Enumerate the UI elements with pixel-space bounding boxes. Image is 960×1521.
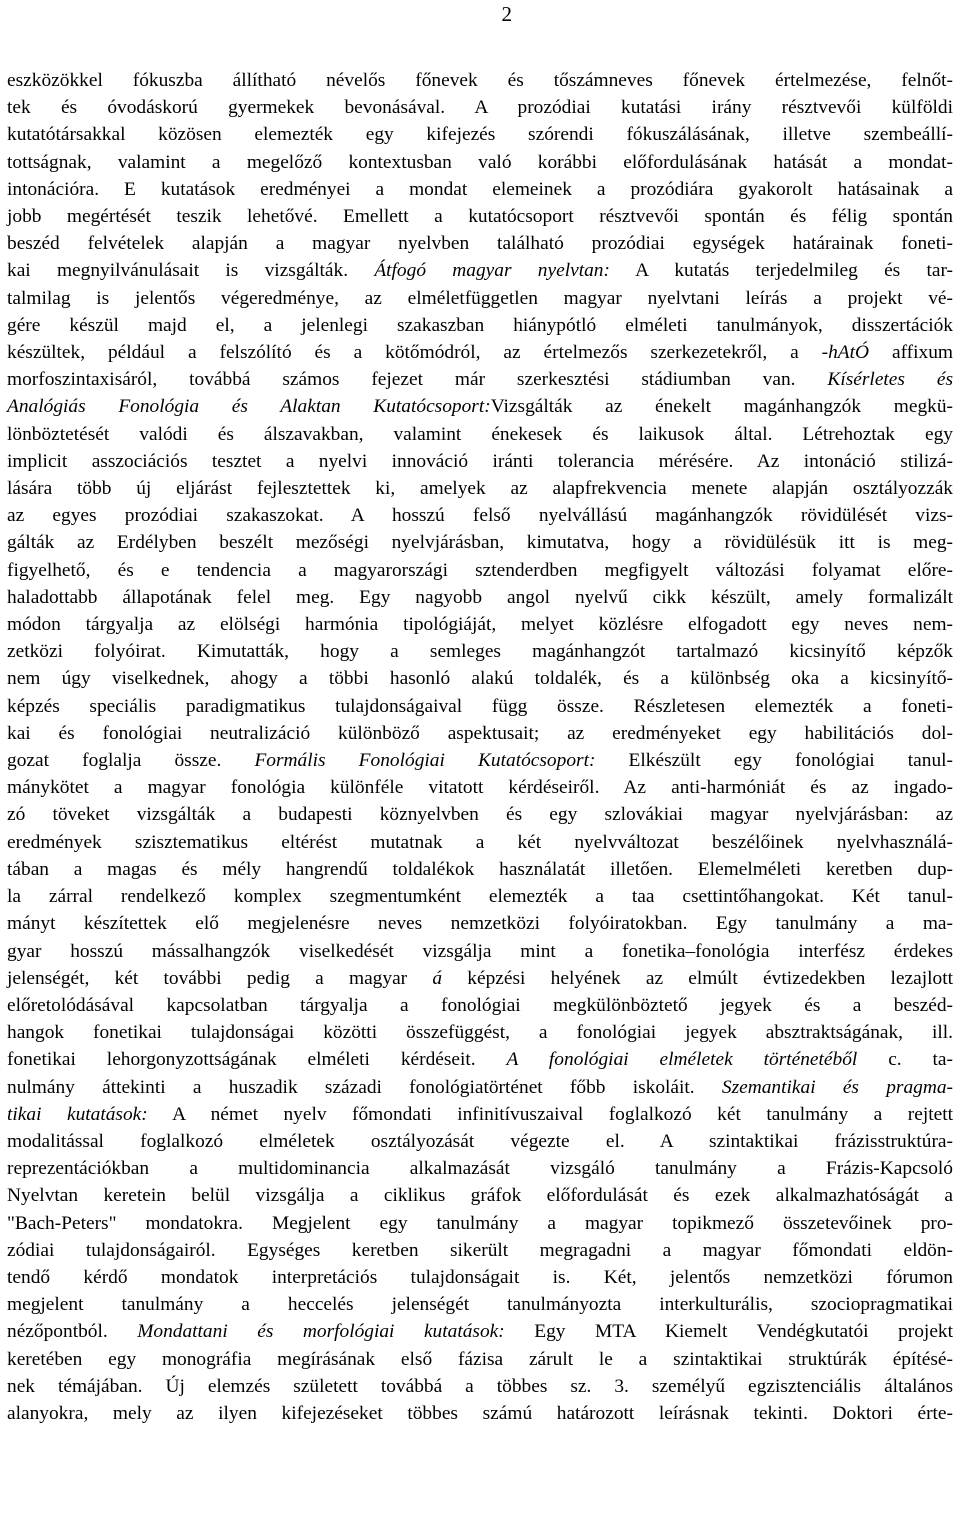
- text-run: mányt készítettek elő megjelenésre neves nemzetközi folyóiratokban. Egy tanulmány a ma-: [7, 913, 953, 935]
- text-run: Nyelvtan keretein belül vizsgálja a ciklikus gráfok előfordulását és ezek alkalmazhatóságát a: [7, 1185, 953, 1207]
- italic-heading: Kísérletes és: [827, 369, 953, 391]
- page-number: 2: [501, 2, 512, 26]
- text-line: [7, 475, 953, 502]
- text-run: zetközi folyóirat. Kimutatták, hogy a semleges magánhangzót tartalmazó kicsinyítő képzők: [7, 641, 953, 663]
- text-line: [7, 448, 953, 475]
- text-run: eredmények szisztematikus eltérést mutatnak a két nyelvváltozat beszélőinek nyelvhasználá-: [7, 831, 953, 853]
- text-line: [7, 203, 953, 230]
- text-line: [7, 366, 953, 393]
- text-run: beszéd felvételek alapján a magyar nyelvben található prozódiai egységek határainak foneti-: [7, 233, 953, 255]
- text-run: tában a magas és mély hangrendű toldalékok használatát illetően. Elemelméleti keretben dup-: [7, 858, 953, 880]
- text-run: morfoszintaxisáról, továbbá számos fejezet már szerkesztési stádiumban van.: [7, 369, 828, 391]
- text-run: kai megnyilvánulásait is vizsgálták.: [7, 260, 375, 282]
- text-line: [7, 421, 953, 448]
- text-line: [7, 1291, 953, 1318]
- text-run: készültek, például a felszólító és a kötőmódról, az értelmezős szerkezetekről, a -: [7, 342, 829, 364]
- text-run: módon tárgyalja az elölségi harmónia tipológiáját, melyet közlésre elfogadott egy neves nem-: [7, 614, 953, 636]
- text-run: Elkészült egy fonológiai tanul-: [595, 750, 954, 772]
- text-run: nulmány áttekinti a huszadik századi fonológiatörténet főbb iskoláit.: [7, 1076, 722, 1098]
- text-line: [7, 856, 953, 883]
- text-run: képzés speciális paradigmatikus tulajdonságaival függ össze. Részletesen elemezték a foneti-: [7, 695, 953, 717]
- text-line: [7, 801, 953, 828]
- text-run: nek témájában. Új elemzés született továbbá a többes sz. 3. személyű egzisztenciális általános: [7, 1375, 953, 1397]
- text-run: A kutatás terjedelmileg és tar-: [609, 260, 954, 282]
- text-line: [7, 1046, 953, 1073]
- text-run: nézőpontból.: [7, 1321, 138, 1343]
- text-run: haladottabb állapotának felel meg. Egy nagyobb angol nyelvű cikk készült, amely formalizált: [7, 586, 953, 608]
- text-line: [7, 149, 953, 176]
- italic-heading: Szemantikai és pragma-: [721, 1076, 954, 1098]
- text-run: la zárral rendelkező komplex szegmentumként elemezték a taa csettintőhangokat. Két tanul-: [7, 886, 953, 908]
- text-run: intonációra. E kutatások eredményei a mondat elemeinek a prozódiára gyakorolt hatásainak a: [7, 178, 953, 200]
- text-line: [7, 829, 953, 856]
- text-line: [7, 883, 953, 910]
- text-run: modalitással foglalkozó elméletek osztályozását végezte el. A szintaktikai frázisstruktúra-: [7, 1130, 953, 1152]
- text-run: kutatótársakkal közösen elemezték egy kifejezés szórendi fókuszálásának, illetve szembeállí-: [7, 124, 953, 146]
- italic-heading: Analógiás Fonológia és Alaktan Kutatócsoport:: [7, 396, 491, 418]
- text-run: tottságnak, valamint a megelőző kontextusban való korábbi előfordulásának hatását a mondat-: [7, 151, 953, 173]
- text-run: zódiai tulajdonságairól. Egységes keretben sikerült megragadni a magyar főmondati eldön-: [7, 1239, 953, 1261]
- text-line: [7, 502, 953, 529]
- body-text: [7, 67, 953, 1427]
- text-run: affixum: [869, 342, 953, 364]
- text-run: nem úgy viselkednek, ahogy a többi hasonló alakú toldalék, és a különbség oka a kicsinyítő-: [7, 668, 953, 690]
- text-line: [7, 1373, 953, 1400]
- text-line: [7, 774, 953, 801]
- text-run: tek és óvodáskorú gyermekek bevonásával. A prozódiai kutatási irány résztvevői külföldi: [7, 97, 953, 119]
- text-line: [7, 67, 953, 94]
- text-run: reprezentációkban a multidominancia alkalmazását vizsgáló tanulmány a Frázis-Kapcsoló: [7, 1158, 953, 1180]
- text-line: [7, 938, 953, 965]
- text-line: [7, 1128, 953, 1155]
- text-run: gálták az Erdélyben beszélt mezőségi nyelvjárásban, kimutatva, hogy a rövidülésük itt is meg-: [7, 532, 953, 554]
- text-run: A német nyelv főmondati infinitívuszaival foglalkozó két tanulmány a rejtett: [147, 1103, 953, 1125]
- italic-heading: á: [432, 967, 443, 989]
- text-line: [7, 312, 953, 339]
- text-line: [7, 557, 953, 584]
- text-run: implicit asszociációs tesztet a nyelvi innováció iránti tolerancia mérésére. Az intonáció stilizá-: [7, 450, 953, 472]
- text-line: [7, 393, 953, 420]
- text-line: [7, 665, 953, 692]
- text-run: gozat foglalja össze.: [7, 750, 255, 772]
- text-line: [7, 1210, 953, 1237]
- text-run: "Bach-Peters" mondatokra. Megjelent egy tanulmány a magyar topikmező összetevőinek pro-: [7, 1212, 953, 1234]
- text-line: [7, 1101, 953, 1128]
- text-line: [7, 965, 953, 992]
- text-line: [7, 1264, 953, 1291]
- text-run: gyar hosszú mássalhangzók viselkedését vizsgálja mint a fonetika–fonológia interfész érdekes: [7, 940, 953, 962]
- text-line: [7, 1237, 953, 1264]
- text-line: [7, 529, 953, 556]
- text-run: fonetikai lehorgonyzottságának elméleti kérdéseit.: [7, 1049, 507, 1071]
- text-run: jelenségét, két további pedig a magyar: [7, 967, 433, 989]
- italic-heading: Formális Fonológiai Kutatócsoport:: [254, 750, 596, 772]
- text-line: [7, 121, 953, 148]
- text-line: [7, 693, 953, 720]
- text-line: [7, 94, 953, 121]
- text-run: figyelhető, és e tendencia a magyarországi sztenderdben megfigyelt változási folyamat előre-: [7, 559, 953, 581]
- text-run: eszközökkel fókuszba állítható névelős főnevek és tőszámneves főnevek értelmezése, felnőt-: [7, 70, 953, 91]
- text-run: kai és fonológiai neutralizáció különböző aspektusait; az eredményeket egy habilitációs dol-: [7, 722, 953, 744]
- text-line: [7, 1400, 953, 1427]
- text-line: [7, 720, 953, 747]
- text-line: [7, 176, 953, 203]
- italic-heading: Mondattani és morfológiai kutatások:: [137, 1321, 505, 1343]
- text-run: Egy MTA Kiemelt Vendégkutatói projekt: [504, 1321, 954, 1343]
- text-line: [7, 1182, 953, 1209]
- text-line: [7, 992, 953, 1019]
- text-line: [7, 1346, 953, 1373]
- text-run: keretében egy monográfia megírásának első fázisa zárult le a szintaktikai struktúrák építésé-: [7, 1348, 953, 1370]
- italic-heading: A fonológiai elméletek történetéből: [506, 1049, 858, 1071]
- italic-heading: tikai kutatások:: [7, 1103, 148, 1125]
- text-run: talmilag is jelentős végeredménye, az elméletfüggetlen magyar nyelvtani leírás a projekt vé-: [7, 287, 953, 309]
- text-run: tendő kérdő mondatok interpretációs tulajdonságait is. Két, jelentős nemzetközi fórumon: [7, 1266, 953, 1288]
- text-line: [7, 339, 953, 366]
- text-line: [7, 230, 953, 257]
- text-line: [7, 910, 953, 937]
- text-line: [7, 1155, 953, 1182]
- text-run: az egyes prozódiai szakaszokat. A hosszú felső nyelvállású magánhangzók rövidülését vizs-: [7, 505, 953, 527]
- text-line: [7, 638, 953, 665]
- text-run: zó töveket vizsgálták a budapesti köznyelvben és egy szlovákiai magyar nyelvjárásban: az: [7, 804, 953, 826]
- text-line: [7, 611, 953, 638]
- text-run: képzési helyének az elmúlt évtizedekben lezajlott: [442, 967, 953, 989]
- text-line: [7, 584, 953, 611]
- text-line: [7, 1019, 953, 1046]
- text-run: megjelent tanulmány a heccelés jelenségét tanulmányozta interkulturális, szociopragmatikai: [7, 1294, 953, 1316]
- italic-heading: hAtÓ: [828, 342, 870, 364]
- text-run: hangok fonetikai tulajdonságai közötti összefüggést, a fonológiai jegyek absztraktságának, ill.: [7, 1022, 953, 1044]
- text-line: [7, 1318, 953, 1345]
- text-run: mánykötet a magyar fonológia különféle vitatott kérdéseiről. Az anti-harmóniát és az ingado-: [7, 777, 953, 799]
- text-run: c. ta-: [857, 1049, 953, 1071]
- text-line: [7, 747, 953, 774]
- text-line: [7, 285, 953, 312]
- text-line: [7, 1074, 953, 1101]
- text-run: Vizsgálták az énekelt magánhangzók megkü-: [490, 396, 953, 418]
- text-run: gére készül majd el, a jelenlegi szakaszban hiánypótló elméleti tanulmányok, disszertációk: [7, 314, 953, 336]
- text-run: lására több új eljárást fejlesztettek ki, amelyek az alapfrekvencia menete alapján osztályozzák: [7, 478, 953, 500]
- text-line: [7, 257, 953, 284]
- text-run: alanyokra, mely az ilyen kifejezéseket többes számú határozott leírásnak tekinti. Doktori érte-: [7, 1402, 953, 1424]
- text-run: előretolódásával kapcsolatban tárgyalja a fonológiai megkülönböztető jegyek és a beszéd-: [7, 994, 953, 1016]
- text-run: jobb megértését teszik lehetővé. Emellett a kutatócsoport résztvevői spontán és félig spontán: [7, 206, 953, 228]
- italic-heading: Átfogó magyar nyelvtan:: [374, 260, 610, 282]
- text-run: lönböztetését valódi és álszavakban, valamint énekesek és laikusok által. Létrehoztak egy: [7, 423, 953, 445]
